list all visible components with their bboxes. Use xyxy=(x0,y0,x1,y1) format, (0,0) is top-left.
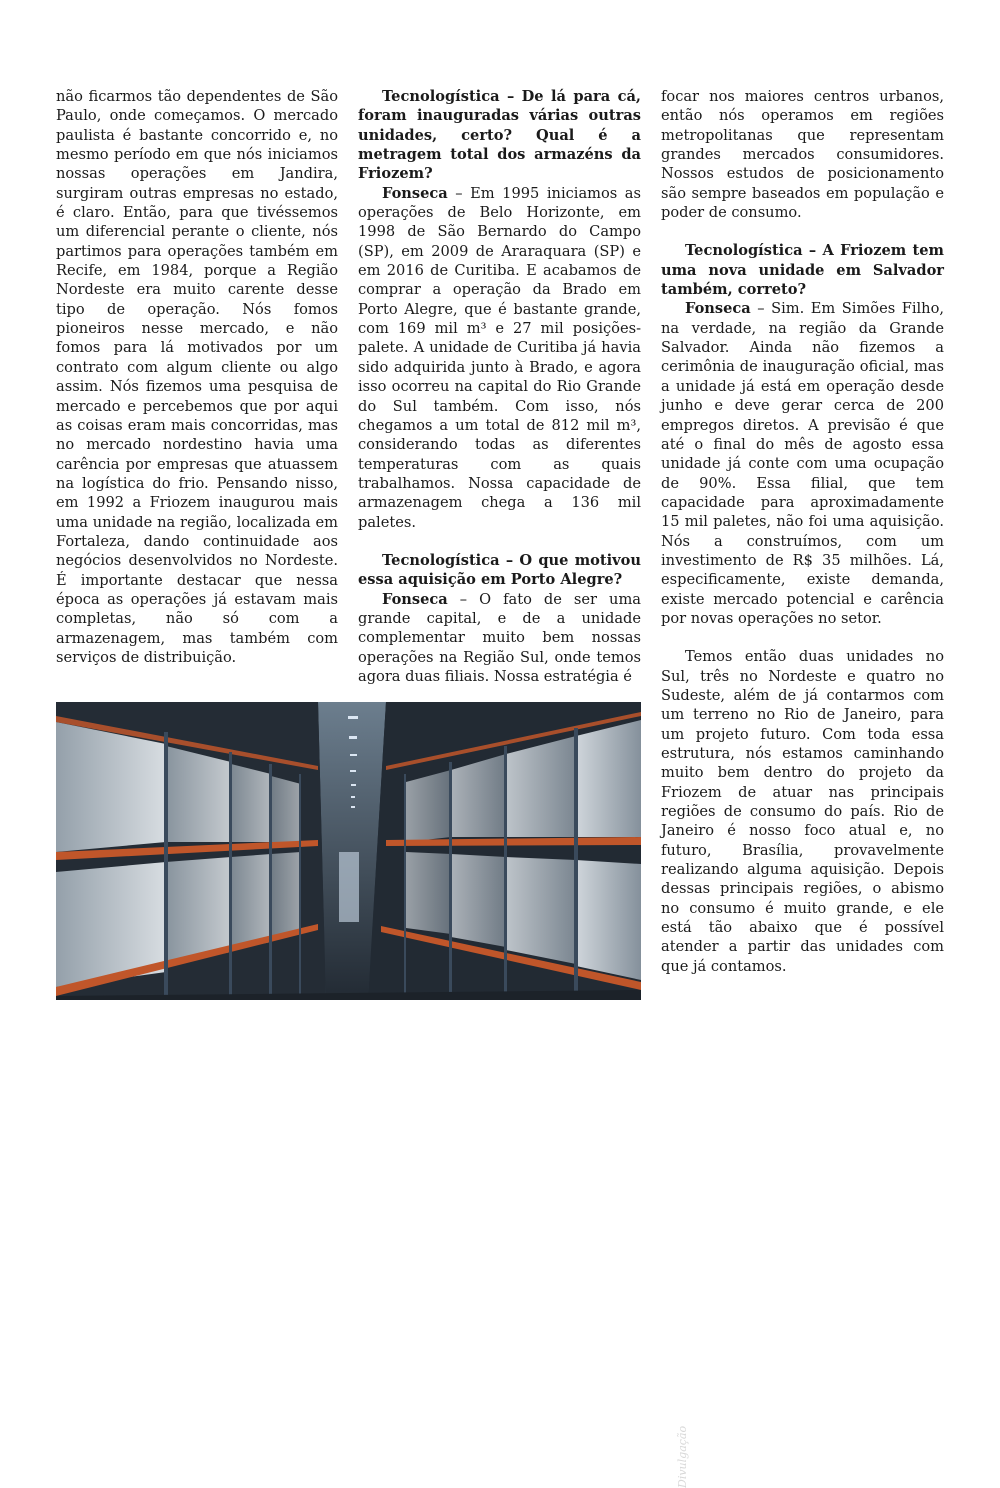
speaker-name: Fonseca xyxy=(382,590,448,608)
text-column-2 xyxy=(358,87,641,686)
interview-answer xyxy=(358,184,641,532)
photo-credit: Divulgação xyxy=(676,1425,689,1488)
interview-question: Tecnologística – De lá para cá, foram inauguradas várias outras unidades, certo? Qual é a metragem total dos armazéns da Friozem? xyxy=(358,88,641,183)
text-column-1 xyxy=(56,87,338,667)
speaker-name: Fonseca xyxy=(685,300,751,318)
paragraph: focar nos maiores centros urbanos, então nós operamos em regiões metropolitanas que representam grandes mercados consumidores. Nossos estudos de posicionamento são sempre baseados em população e poder de consumo. xyxy=(661,88,944,222)
answer-text: – O fato de ser uma grande capital, e de a unidade complementar muito bem nossas operações na Região Sul, onde temos agora duas filiais. Nossa estratégia é xyxy=(358,590,641,685)
interview-answer xyxy=(358,590,641,687)
warehouse-aisle-illustration xyxy=(56,702,641,1000)
answer-text: – Sim. Em Simões Filho, na verdade, na região da Grande Salvador. Ainda não fizemos a cerimônia de inauguração oficial, mas a unidade já está em operação desde junho e deve gerar cerca de 200 empregos diretos. A previsão é que até o final do mês de agosto essa unidade já conte com uma ocupação de 90%. Essa filial, que tem capacidade para aproximadamente 15 mil paletes, não foi uma aquisição. Nós a construímos, com um investimento de R$ 35 milhões. Lá, especificamente, existe demanda, existe mercado potencial e carência por novas operações no setor. xyxy=(661,300,944,627)
paragraph: não ficarmos tão dependentes de São Paulo, onde começamos. O mercado paulista é bastante concorrido e, no mesmo período em que nós iniciamos nossas operações em Jandira, surgiram outras empresas no estado, é claro. Então, para que tivéssemos um diferencial perante o cliente, nós partimos para operações também em Recife, em 1984, porque a Região Nordeste era muito carente desse tipo de operação. Nós fomos pioneiros nesse mercado, e não fomos para lá motivados por um contrato com algum cliente ou algo assim. Nós fizemos uma pesquisa de mercado e percebemos que por aqui as coisas eram mais concorridas, mas no mercado nordestino havia uma carência por empresas que atuassem na logística do frio. Pensando nisso, em 1992 a Friozem inaugurou mais uma unidade na região, localizada em Fortaleza, dando continuidade aos negócios desenvolvidos no Nordeste. É importante destacar que nessa época as operações já estavam mais completas, não só com a armazenagem, mas também com serviços de distribuição. xyxy=(56,88,338,666)
speaker-name: Fonseca xyxy=(382,184,448,202)
answer-text: – Em 1995 iniciamos as operações de Belo Horizonte, em 1998 de São Bernardo do Campo (SP), em 2009 de Araraquara (SP) e em 2016 de Curitiba. E acabamos de comprar a operação da Brado em Porto Alegre, que é bastante grande, com 169 mil m³ e 27 mil posições-palete. A unidade de Curitiba já havia sido adquirida junto à Brado, e agora isso ocorreu na capital do Rio Grande do Sul também. Com isso, nós chegamos a um total de 812 mil m³, considerando todas as diferentes temperaturas com as quais trabalhamos. Nossa capacidade de armazenagem chega a 136 mil paletes. xyxy=(358,184,641,531)
interview-question: Tecnologística – O que motivou essa aquisição em Porto Alegre? xyxy=(358,551,641,589)
interview-answer xyxy=(661,299,944,628)
paragraph: Temos então duas unidades no Sul, três no Nordeste e quatro no Sudeste, além de já contarmos com um terreno no Rio de Janeiro, para um projeto futuro. Com toda essa estrutura, nós estamos caminhando muito bem dentro do projeto da Friozem de atuar nas principais regiões de consumo do país. Rio de Janeiro é nosso foco atual e, no futuro, Brasília, provavelmente realizando alguma aquisição. Depois dessas principais regiões, o abismo no consumo é muito grande, e ele está tão abaixo que é possível atender a partir das unidades com que já contamos. xyxy=(661,648,944,975)
warehouse-photo xyxy=(56,702,689,1488)
interview-question: Tecnologística – A Friozem tem uma nova unidade em Salvador também, correto? xyxy=(661,242,944,299)
text-column-3 xyxy=(661,87,944,976)
